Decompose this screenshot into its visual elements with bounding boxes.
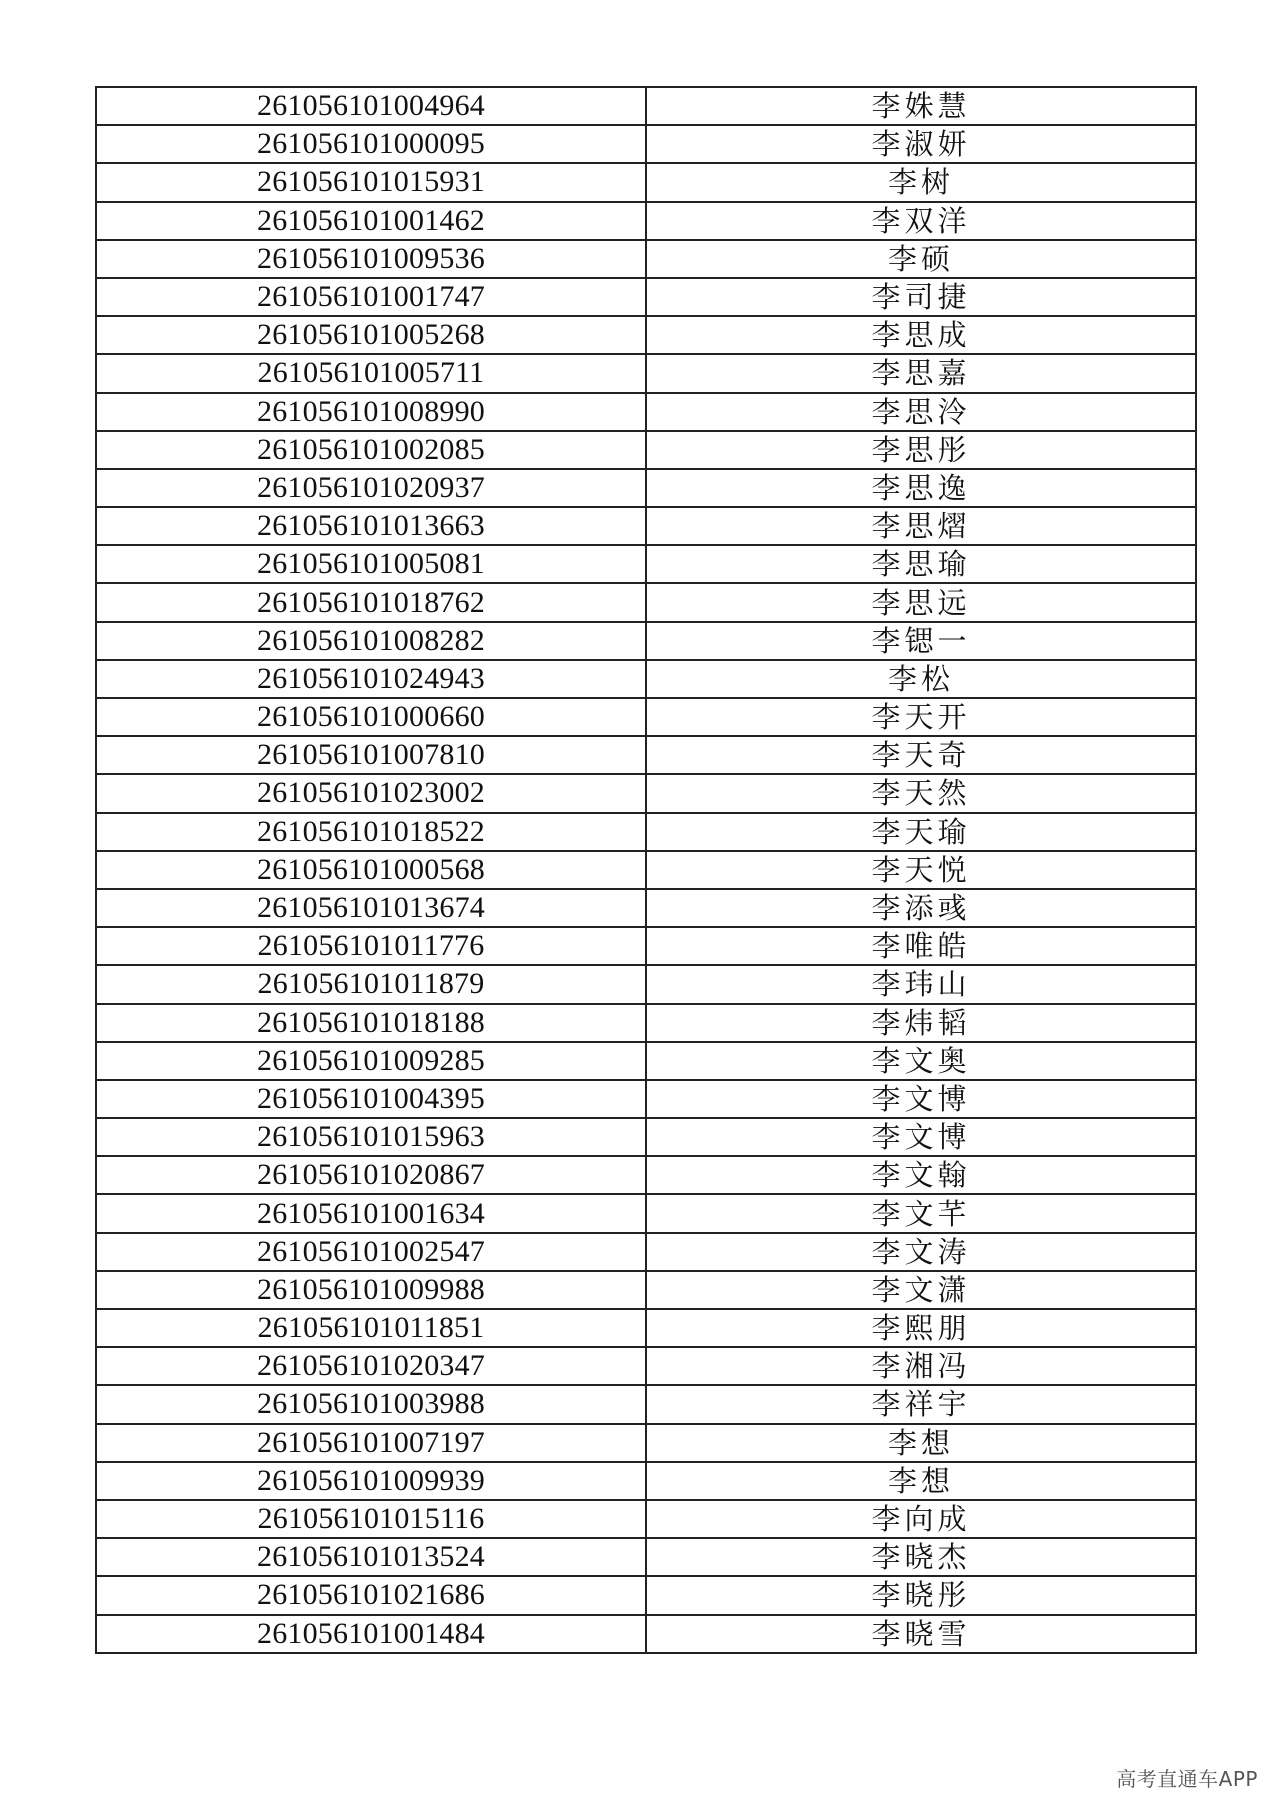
table-row <box>96 393 1196 431</box>
candidate-id-cell: 261056101004964 <box>96 87 646 125</box>
candidate-id-cell: 261056101020937 <box>96 469 646 507</box>
candidate-name-cell: 李淑妍 <box>646 125 1196 163</box>
candidate-id-cell: 261056101003988 <box>96 1385 646 1423</box>
candidate-id-cell: 261056101023002 <box>96 774 646 812</box>
candidate-name-cell: 李晓杰 <box>646 1538 1196 1576</box>
table-row <box>96 1347 1196 1385</box>
candidate-id-cell: 261056101004395 <box>96 1080 646 1118</box>
candidate-name-cell: 李文涛 <box>646 1233 1196 1271</box>
candidate-id-cell: 261056101000660 <box>96 698 646 736</box>
candidate-name-cell: 李天奇 <box>646 736 1196 774</box>
candidate-name-cell: 李想 <box>646 1424 1196 1462</box>
table-row <box>96 1118 1196 1156</box>
candidate-id-cell: 261056101011776 <box>96 927 646 965</box>
candidate-id-cell: 261056101005268 <box>96 316 646 354</box>
candidate-name-cell: 李天开 <box>646 698 1196 736</box>
candidate-id-cell: 261056101009536 <box>96 240 646 278</box>
candidate-id-cell: 261056101011879 <box>96 965 646 1003</box>
candidate-id-cell: 261056101013524 <box>96 1538 646 1576</box>
table-row <box>96 698 1196 736</box>
table-row <box>96 316 1196 354</box>
candidate-name-cell: 李思彤 <box>646 431 1196 469</box>
table-row <box>96 240 1196 278</box>
candidate-name-cell: 李双洋 <box>646 202 1196 240</box>
candidate-name-cell: 李思熠 <box>646 507 1196 545</box>
table-row <box>96 1500 1196 1538</box>
candidate-id-cell: 261056101000568 <box>96 851 646 889</box>
candidate-id-cell: 261056101009988 <box>96 1271 646 1309</box>
candidate-name-cell: 李湘冯 <box>646 1347 1196 1385</box>
candidate-name-cell: 李文潇 <box>646 1271 1196 1309</box>
candidate-name-cell: 李晓雪 <box>646 1615 1196 1653</box>
candidate-name-cell: 李姝慧 <box>646 87 1196 125</box>
candidate-name-cell: 李思成 <box>646 316 1196 354</box>
candidate-name-cell: 李文芊 <box>646 1194 1196 1232</box>
candidate-table <box>95 86 1197 1654</box>
table-row <box>96 545 1196 583</box>
candidate-id-cell: 261056101008282 <box>96 622 646 660</box>
table-row <box>96 1462 1196 1500</box>
candidate-id-cell: 261056101015116 <box>96 1500 646 1538</box>
candidate-id-cell: 261056101005711 <box>96 354 646 392</box>
candidate-id-cell: 261056101018522 <box>96 813 646 851</box>
candidate-id-cell: 261056101020867 <box>96 1156 646 1194</box>
candidate-id-cell: 261056101021686 <box>96 1576 646 1614</box>
candidate-id-cell: 261056101018762 <box>96 583 646 621</box>
candidate-id-cell: 261056101009285 <box>96 1042 646 1080</box>
candidate-name-cell: 李炜韬 <box>646 1004 1196 1042</box>
table-row <box>96 1042 1196 1080</box>
candidate-name-cell: 李文翰 <box>646 1156 1196 1194</box>
candidate-name-cell: 李想 <box>646 1462 1196 1500</box>
table-row <box>96 1309 1196 1347</box>
candidate-name-cell: 李思泠 <box>646 393 1196 431</box>
candidate-name-cell: 李思远 <box>646 583 1196 621</box>
candidate-name-cell: 李松 <box>646 660 1196 698</box>
candidate-name-cell: 李熙朋 <box>646 1309 1196 1347</box>
candidate-id-cell: 261056101008990 <box>96 393 646 431</box>
table-row <box>96 1004 1196 1042</box>
candidate-id-cell: 261056101002547 <box>96 1233 646 1271</box>
candidate-name-cell: 李唯皓 <box>646 927 1196 965</box>
table-row <box>96 1576 1196 1614</box>
table-row <box>96 851 1196 889</box>
candidate-id-cell: 261056101009939 <box>96 1462 646 1500</box>
candidate-id-cell: 261056101002085 <box>96 431 646 469</box>
candidate-name-cell: 李思逸 <box>646 469 1196 507</box>
table-row <box>96 1385 1196 1423</box>
table-row <box>96 622 1196 660</box>
table-row <box>96 1233 1196 1271</box>
table-row <box>96 965 1196 1003</box>
table-row <box>96 1615 1196 1653</box>
candidate-id-cell: 261056101013674 <box>96 889 646 927</box>
table-row <box>96 889 1196 927</box>
table-row <box>96 660 1196 698</box>
candidate-table-body <box>96 87 1196 1653</box>
candidate-id-cell: 261056101000095 <box>96 125 646 163</box>
candidate-name-cell: 李晓彤 <box>646 1576 1196 1614</box>
candidate-name-cell: 李天瑜 <box>646 813 1196 851</box>
candidate-name-cell: 李添彧 <box>646 889 1196 927</box>
candidate-name-cell: 李锶一 <box>646 622 1196 660</box>
table-row <box>96 813 1196 851</box>
table-row <box>96 1194 1196 1232</box>
candidate-id-cell: 261056101001484 <box>96 1615 646 1653</box>
candidate-name-cell: 李祥宇 <box>646 1385 1196 1423</box>
candidate-id-cell: 261056101001462 <box>96 202 646 240</box>
candidate-id-cell: 261056101001634 <box>96 1194 646 1232</box>
candidate-name-cell: 李文博 <box>646 1080 1196 1118</box>
table-row <box>96 125 1196 163</box>
candidate-name-cell: 李天然 <box>646 774 1196 812</box>
table-row <box>96 736 1196 774</box>
candidate-name-cell: 李硕 <box>646 240 1196 278</box>
table-row <box>96 1424 1196 1462</box>
table-row <box>96 774 1196 812</box>
candidate-id-cell: 261056101020347 <box>96 1347 646 1385</box>
candidate-id-cell: 261056101015963 <box>96 1118 646 1156</box>
candidate-id-cell: 261056101013663 <box>96 507 646 545</box>
candidate-id-cell: 261056101024943 <box>96 660 646 698</box>
table-row <box>96 1080 1196 1118</box>
table-row <box>96 583 1196 621</box>
table-row <box>96 1271 1196 1309</box>
candidate-name-cell: 李天悦 <box>646 851 1196 889</box>
candidate-name-cell: 李向成 <box>646 1500 1196 1538</box>
candidate-name-cell: 李司捷 <box>646 278 1196 316</box>
candidate-id-cell: 261056101018188 <box>96 1004 646 1042</box>
table-row <box>96 87 1196 125</box>
table-row <box>96 927 1196 965</box>
candidate-id-cell: 261056101001747 <box>96 278 646 316</box>
table-row <box>96 163 1196 201</box>
table-row <box>96 1156 1196 1194</box>
candidate-name-cell: 李树 <box>646 163 1196 201</box>
table-row <box>96 507 1196 545</box>
candidate-name-cell: 李思嘉 <box>646 354 1196 392</box>
table-row <box>96 354 1196 392</box>
table-row <box>96 431 1196 469</box>
candidate-id-cell: 261056101007197 <box>96 1424 646 1462</box>
candidate-name-cell: 李玮山 <box>646 965 1196 1003</box>
candidate-name-cell: 李文奥 <box>646 1042 1196 1080</box>
candidate-id-cell: 261056101015931 <box>96 163 646 201</box>
table-row <box>96 1538 1196 1576</box>
candidate-name-cell: 李思瑜 <box>646 545 1196 583</box>
table-row <box>96 278 1196 316</box>
candidate-id-cell: 261056101007810 <box>96 736 646 774</box>
candidate-id-cell: 261056101005081 <box>96 545 646 583</box>
candidate-id-cell: 261056101011851 <box>96 1309 646 1347</box>
watermark-text: 高考直通车APP <box>1116 1767 1258 1791</box>
table-row <box>96 202 1196 240</box>
candidate-name-cell: 李文博 <box>646 1118 1196 1156</box>
table-row <box>96 469 1196 507</box>
